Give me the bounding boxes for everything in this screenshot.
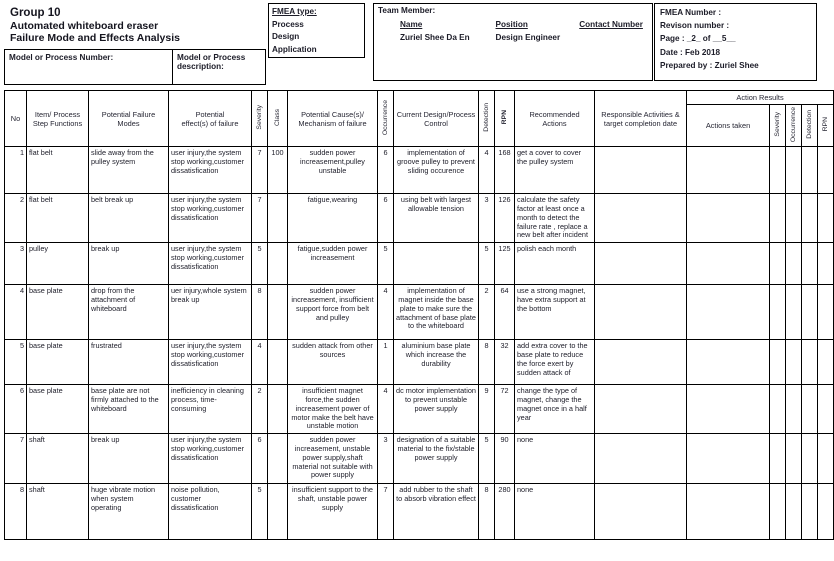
- cell-occ[interactable]: 4: [378, 285, 394, 340]
- th-actions-taken: Actions taken: [687, 105, 770, 147]
- cell-r-rpn[interactable]: [818, 434, 834, 484]
- cell-r-rpn[interactable]: [818, 385, 834, 434]
- cell-r-sev[interactable]: [770, 194, 786, 243]
- cell-control[interactable]: implementation of magnet inside the base plate to make sure the attachment of base plate to the whiteboard: [394, 285, 479, 340]
- team-col-name: Name: [400, 20, 423, 29]
- cell-sev[interactable]: 5: [252, 484, 268, 540]
- cell-no[interactable]: 7: [5, 434, 27, 484]
- th-responsible-activities: [595, 91, 687, 147]
- team-col-position: Position: [495, 20, 528, 29]
- th-action-results-group: Action Results: [687, 91, 834, 105]
- cell-cause[interactable]: sudden power increasement, insufficient support force from belt and pulley: [288, 285, 378, 340]
- cell-r-det[interactable]: [802, 484, 818, 540]
- th-item-line2: Step Functions: [32, 118, 83, 128]
- cell-no[interactable]: 3: [5, 243, 27, 285]
- cell-effect[interactable]: noise pollution, customer dissatisfication: [169, 484, 252, 540]
- cell-occ[interactable]: 6: [378, 194, 394, 243]
- cell-taken[interactable]: [687, 285, 770, 340]
- cell-item[interactable]: base plate: [27, 385, 89, 434]
- cell-r-occ[interactable]: [786, 243, 802, 285]
- cell-det[interactable]: 8: [479, 340, 495, 385]
- cell-taken[interactable]: [687, 434, 770, 484]
- cell-no[interactable]: 1: [5, 147, 27, 194]
- fmea-type-option-application[interactable]: Application: [272, 44, 317, 54]
- cell-item[interactable]: base plate: [27, 340, 89, 385]
- cell-cls[interactable]: [268, 434, 288, 484]
- cell-sev[interactable]: 7: [252, 194, 268, 243]
- fmea-type-option-design[interactable]: Design: [272, 32, 300, 42]
- cell-effect[interactable]: user injury,the system stop working,customer dissatisfication: [169, 434, 252, 484]
- th-result-severity: Severity: [770, 105, 786, 147]
- fmea-type-label: FMEA type:: [272, 7, 317, 16]
- table-header-group-row: [5, 91, 834, 105]
- cell-det[interactable]: 4: [479, 147, 495, 194]
- cell-r-occ[interactable]: [786, 340, 802, 385]
- th-control-line2: Control: [424, 118, 448, 128]
- cell-occ[interactable]: 4: [378, 385, 394, 434]
- cell-occ[interactable]: 3: [378, 434, 394, 484]
- cell-occ[interactable]: 5: [378, 243, 394, 285]
- cell-responsible[interactable]: [595, 434, 687, 484]
- cell-item[interactable]: shaft: [27, 484, 89, 540]
- cell-r-occ[interactable]: [786, 385, 802, 434]
- table-row: [5, 484, 834, 540]
- cell-rpn[interactable]: 72: [495, 385, 515, 434]
- cell-control[interactable]: [394, 243, 479, 285]
- team-member-position: Design Engineer: [495, 33, 561, 42]
- cell-cls[interactable]: [268, 385, 288, 434]
- cell-r-sev[interactable]: [770, 484, 786, 540]
- table-row: [5, 194, 834, 243]
- cell-responsible[interactable]: [595, 340, 687, 385]
- cell-responsible[interactable]: [595, 243, 687, 285]
- th-responsible-line2: target completion date: [603, 118, 678, 128]
- cell-r-det[interactable]: [802, 340, 818, 385]
- document-header: [4, 3, 817, 85]
- cell-r-det[interactable]: [802, 243, 818, 285]
- cell-control[interactable]: dc motor implementation to prevent unstable power supply: [394, 385, 479, 434]
- cell-control[interactable]: aluminium base plate which increase the durability: [394, 340, 479, 385]
- team-member-contact: [579, 33, 652, 42]
- cell-mode[interactable]: belt break up: [89, 194, 169, 243]
- cell-mode[interactable]: break up: [89, 434, 169, 484]
- cell-occ[interactable]: 1: [378, 340, 394, 385]
- cell-r-occ[interactable]: [786, 194, 802, 243]
- team-member-row: [378, 33, 652, 42]
- cell-r-rpn[interactable]: [818, 194, 834, 243]
- cell-recommended[interactable]: use a strong magnet, have extra support at the bottom: [515, 285, 595, 340]
- cell-r-det[interactable]: [802, 385, 818, 434]
- revision-number-field[interactable]: Revison number :: [660, 21, 730, 31]
- team-table-header: [378, 20, 652, 29]
- cell-effect[interactable]: user injury,the system stop working,customer dissatisfication: [169, 243, 252, 285]
- cell-sev[interactable]: 5: [252, 243, 268, 285]
- cell-r-sev[interactable]: [770, 243, 786, 285]
- cell-r-occ[interactable]: [786, 484, 802, 540]
- cell-sev[interactable]: 8: [252, 285, 268, 340]
- cell-mode[interactable]: slide away from the pulley system: [89, 147, 169, 194]
- cell-responsible[interactable]: [595, 385, 687, 434]
- th-item-line1: Item/ Process: [34, 109, 81, 119]
- cell-det[interactable]: 9: [479, 385, 495, 434]
- cell-recommended[interactable]: calculate the safety factor at least once a month to detect the failure rate , replace a new belt after incident: [515, 194, 595, 243]
- cell-control[interactable]: designation of a suitable material to the fix/stable power supply: [394, 434, 479, 484]
- cell-r-rpn[interactable]: [818, 243, 834, 285]
- cell-taken[interactable]: [687, 484, 770, 540]
- th-class: Class: [268, 91, 288, 147]
- cell-recommended[interactable]: get a cover to cover the pulley system: [515, 147, 595, 194]
- document-meta-box: [654, 3, 817, 81]
- cell-mode[interactable]: huge vibrate motion when system operating: [89, 484, 169, 540]
- th-result-detection: Detection: [802, 105, 818, 147]
- cell-det[interactable]: 5: [479, 243, 495, 285]
- th-result-occurrence: Occurrence: [786, 105, 802, 147]
- table-row: [5, 285, 834, 340]
- team-member-name: Zuriel Shee Da En: [400, 33, 470, 42]
- th-potential-cause: [288, 91, 378, 147]
- cell-item[interactable]: pulley: [27, 243, 89, 285]
- cell-r-rpn[interactable]: [818, 285, 834, 340]
- cell-control[interactable]: add rubber to the shaft to absorb vibration effect: [394, 484, 479, 540]
- cell-occ[interactable]: 7: [378, 484, 394, 540]
- cell-occ[interactable]: 6: [378, 147, 394, 194]
- cell-cls[interactable]: [268, 243, 288, 285]
- th-control-line1: Current Design/Process: [396, 109, 476, 119]
- cell-cause[interactable]: sudden power increasement,pulley unstable: [288, 147, 378, 194]
- cell-rpn[interactable]: 126: [495, 194, 515, 243]
- cell-rpn[interactable]: 280: [495, 484, 515, 540]
- cell-recommended[interactable]: add extra cover to the base plate to reduce the force exert by sudden attack of: [515, 340, 595, 385]
- cell-sev[interactable]: 2: [252, 385, 268, 434]
- table-row: [5, 147, 834, 194]
- cell-cause[interactable]: insufficient support to the shaft, unstable power supply: [288, 484, 378, 540]
- cell-no[interactable]: 6: [5, 385, 27, 434]
- cell-taken[interactable]: [687, 243, 770, 285]
- cell-cls[interactable]: [268, 340, 288, 385]
- cell-mode[interactable]: drop from the attachment of whiteboard: [89, 285, 169, 340]
- project-title: Automated whiteboard eraser: [10, 19, 159, 32]
- cell-mode[interactable]: base plate are not firmly attached to the whiteboard: [89, 385, 169, 434]
- table-row: [5, 434, 834, 484]
- th-detection: Detection: [479, 91, 495, 147]
- cell-cause[interactable]: sudden attack from other sources: [288, 340, 378, 385]
- cell-r-rpn[interactable]: [818, 484, 834, 540]
- table-row: [5, 385, 834, 434]
- cell-det[interactable]: 3: [479, 194, 495, 243]
- cell-recommended[interactable]: polish each month: [515, 243, 595, 285]
- cell-r-rpn[interactable]: [818, 147, 834, 194]
- cell-control[interactable]: using belt with largest allowable tension: [394, 194, 479, 243]
- cell-effect[interactable]: uer injury,whole system break up: [169, 285, 252, 340]
- cell-cause[interactable]: fatigue,wearing: [288, 194, 378, 243]
- fmea-table-body: [5, 147, 834, 540]
- cell-cls[interactable]: 100: [268, 147, 288, 194]
- fmea-type-option-process[interactable]: Process: [272, 19, 304, 29]
- cell-det[interactable]: 2: [479, 285, 495, 340]
- th-no: No: [5, 91, 27, 147]
- cell-item[interactable]: base plate: [27, 285, 89, 340]
- th-cause-line2: Mechanism of failure: [298, 118, 367, 128]
- cell-sev[interactable]: 7: [252, 147, 268, 194]
- cell-cls[interactable]: [268, 194, 288, 243]
- cell-item[interactable]: flat belt: [27, 194, 89, 243]
- th-severity: Severity: [252, 91, 268, 147]
- model-description-field[interactable]: Model or Process description:: [177, 53, 246, 71]
- cell-no[interactable]: 5: [5, 340, 27, 385]
- cell-effect[interactable]: inefficiency in cleaning process, time-consuming: [169, 385, 252, 434]
- model-number-field[interactable]: Model or Process Number:: [5, 50, 173, 84]
- table-row: [5, 340, 834, 385]
- cell-r-occ[interactable]: [786, 434, 802, 484]
- cell-mode[interactable]: break up: [89, 243, 169, 285]
- cell-taken[interactable]: [687, 147, 770, 194]
- th-cause-line1: Potential Cause(s)/: [301, 109, 364, 119]
- team-member-label: Team Member:: [378, 6, 436, 15]
- cell-cause[interactable]: insufficient magnet force,the sudden increasement power of motor make the belt have unstable motion: [288, 385, 378, 434]
- cell-r-det[interactable]: [802, 434, 818, 484]
- cell-det[interactable]: 5: [479, 434, 495, 484]
- cell-effect[interactable]: user injury,the system stop working,customer dissatisfication: [169, 340, 252, 385]
- cell-r-sev[interactable]: [770, 385, 786, 434]
- fmea-type-box: [268, 3, 365, 58]
- cell-cls[interactable]: [268, 285, 288, 340]
- cell-r-rpn[interactable]: [818, 340, 834, 385]
- cell-cause[interactable]: fatigue,sudden power increasement: [288, 243, 378, 285]
- team-col-contact: Contact Number: [579, 20, 643, 29]
- prepared-by-field: Prepared by : Zuriel Shee: [660, 60, 759, 70]
- cell-r-det[interactable]: [802, 194, 818, 243]
- cell-item[interactable]: flat belt: [27, 147, 89, 194]
- page-number-field: Page : _2_ of __5__: [660, 34, 736, 44]
- cell-rpn[interactable]: 168: [495, 147, 515, 194]
- th-potential-effects: [169, 91, 252, 147]
- cell-taken[interactable]: [687, 340, 770, 385]
- cell-taken[interactable]: [687, 385, 770, 434]
- cell-r-sev[interactable]: [770, 340, 786, 385]
- cell-cause[interactable]: sudden power increasement, unstable power supply,shaft material not suitable with power supply: [288, 434, 378, 484]
- cell-sev[interactable]: 6: [252, 434, 268, 484]
- cell-recommended[interactable]: change the type of magnet, change the magnet once in a half year: [515, 385, 595, 434]
- th-responsible-line1: Responsible Activities &: [601, 109, 680, 119]
- model-row: [4, 49, 266, 85]
- cell-det[interactable]: 8: [479, 484, 495, 540]
- table-row: [5, 243, 834, 285]
- team-member-box: [373, 3, 653, 81]
- fmea-table: [4, 90, 834, 540]
- title-block: [4, 3, 266, 85]
- cell-taken[interactable]: [687, 194, 770, 243]
- cell-r-det[interactable]: [802, 147, 818, 194]
- th-potential-failure-modes: Potential Failure Modes: [89, 91, 169, 147]
- cell-recommended[interactable]: none: [515, 484, 595, 540]
- cell-rpn[interactable]: 90: [495, 434, 515, 484]
- group-label: Group 10: [10, 7, 61, 19]
- th-effects-line2: effect(s) of failure: [181, 118, 239, 128]
- cell-r-occ[interactable]: [786, 147, 802, 194]
- cell-cls[interactable]: [268, 484, 288, 540]
- cell-control[interactable]: implementation of groove pulley to prevent sliding occurence: [394, 147, 479, 194]
- cell-item[interactable]: shaft: [27, 434, 89, 484]
- cell-r-sev[interactable]: [770, 147, 786, 194]
- cell-responsible[interactable]: [595, 194, 687, 243]
- date-field: Date : Feb 2018: [660, 47, 721, 57]
- cell-effect[interactable]: user injury,the system stop working,customer dissatisfication: [169, 194, 252, 243]
- cell-no[interactable]: 4: [5, 285, 27, 340]
- cell-responsible[interactable]: [595, 285, 687, 340]
- cell-r-occ[interactable]: [786, 285, 802, 340]
- cell-no[interactable]: 2: [5, 194, 27, 243]
- cell-r-det[interactable]: [802, 285, 818, 340]
- cell-responsible[interactable]: [595, 147, 687, 194]
- cell-mode[interactable]: frustrated: [89, 340, 169, 385]
- fmea-number-field[interactable]: FMEA Number :: [660, 8, 722, 17]
- cell-recommended[interactable]: none: [515, 434, 595, 484]
- th-occurrence: Occurrence: [378, 91, 394, 147]
- cell-rpn[interactable]: 64: [495, 285, 515, 340]
- cell-no[interactable]: 8: [5, 484, 27, 540]
- th-item-step-functions: [27, 91, 89, 147]
- cell-rpn[interactable]: 32: [495, 340, 515, 385]
- th-effects-line1: Potential: [195, 109, 225, 119]
- cell-effect[interactable]: user injury,the system stop working,customer dissatisfication: [169, 147, 252, 194]
- cell-rpn[interactable]: 125: [495, 243, 515, 285]
- th-current-control: [394, 91, 479, 147]
- document-title: Failure Mode and Effects Analysis: [10, 32, 180, 44]
- cell-r-sev[interactable]: [770, 285, 786, 340]
- th-rpn: RPN: [495, 91, 515, 147]
- cell-r-sev[interactable]: [770, 434, 786, 484]
- th-result-rpn: RPN: [818, 105, 834, 147]
- cell-sev[interactable]: 4: [252, 340, 268, 385]
- document-titles: [4, 3, 266, 49]
- th-recommended-actions: Recommended Actions: [515, 91, 595, 147]
- cell-responsible[interactable]: [595, 484, 687, 540]
